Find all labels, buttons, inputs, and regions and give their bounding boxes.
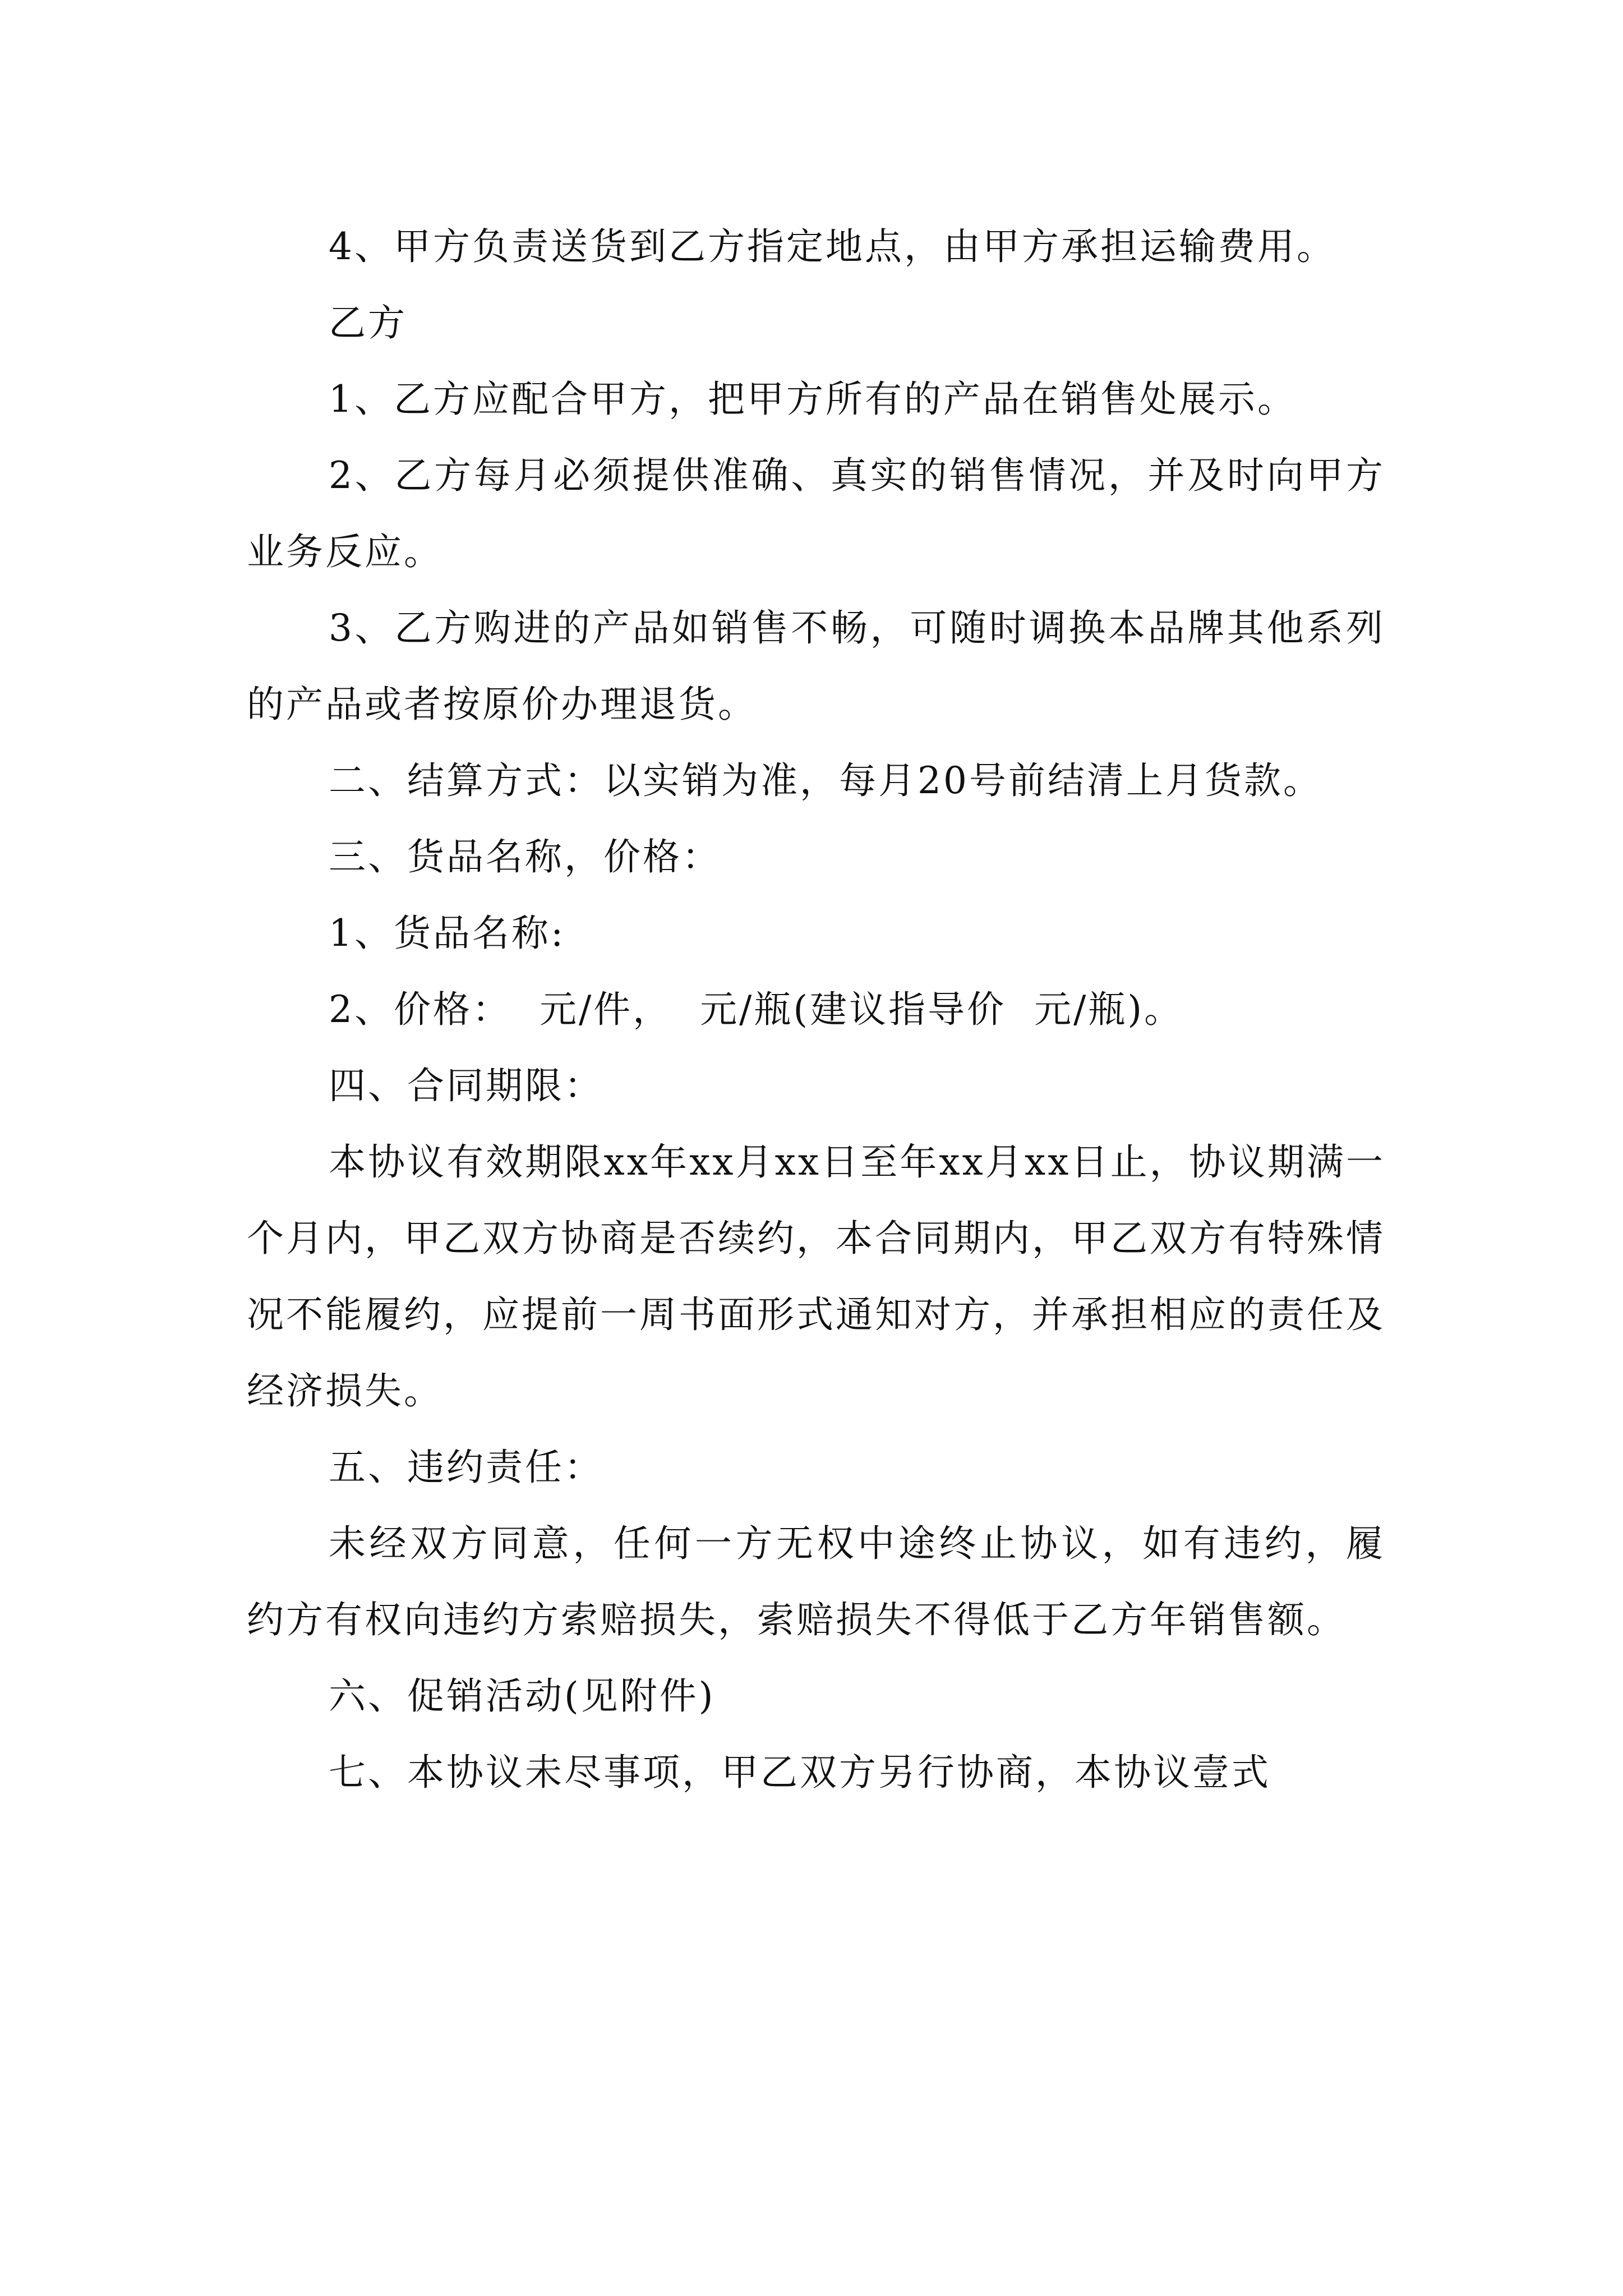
paragraph-goods-name: 1、货品名称: xyxy=(329,912,566,955)
paragraph-party-b-item-2: 2、乙方每月必须提供准确、真实的销售情况，并及时向甲方业务反应。 xyxy=(247,454,1385,573)
paragraph-unresolved-matters: 七、本协议未尽事项，甲乙双方另行协商，本协议壹式 xyxy=(329,1751,1271,1794)
paragraph-party-b-heading: 乙方 xyxy=(329,301,407,344)
paragraph-breach-details: 未经双方同意，任何一方无权中途终止协议，如有违约，履约方有权向违约方索赔损失，索赔损失不得低于乙方年销售额。 xyxy=(247,1522,1385,1641)
paragraph-party-b-item-3: 3、乙方购进的产品如销售不畅，可随时调换本品牌其他系列的产品或者按原价办理退货。 xyxy=(247,606,1385,726)
paragraph-breach-heading: 五、违约责任： xyxy=(329,1446,603,1489)
paragraph-promotion: 六、促销活动(见附件) xyxy=(329,1674,716,1718)
paragraph-settlement-method: 二、结算方式：以实销为准，每月20号前结清上月货款。 xyxy=(329,759,1322,802)
paragraph-party-b-item-1: 1、乙方应配合甲方，把甲方所有的产品在销售处展示。 xyxy=(329,378,1297,421)
document-body xyxy=(247,209,1385,1811)
paragraph-goods-heading: 三、货品名称，价格： xyxy=(329,835,721,878)
paragraph-term-heading: 四、合同期限： xyxy=(329,1064,603,1107)
paragraph-delivery-clause: 4、甲方负责送货到乙方指定地点，由甲方承担运输费用。 xyxy=(329,225,1336,268)
paragraph-term-details: 本协议有效期限xx年xx月xx日至年xx月xx日止，协议期满一个月内，甲乙双方协商是否续约，本合同期内，甲乙双方有特殊情况不能履约，应提前一周书面形式通知对方，并承担相应的责任及经济损失。 xyxy=(247,1140,1385,1412)
paragraph-goods-price: 2、价格： 元/件， 元/瓶(建议指导价 元/瓶)。 xyxy=(329,988,1184,1031)
